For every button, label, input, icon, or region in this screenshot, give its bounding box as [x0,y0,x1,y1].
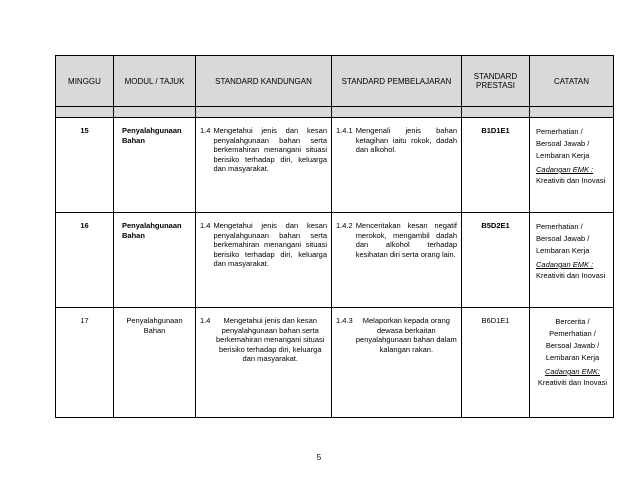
page-number: 5 [316,453,322,462]
sp-text: Mengenali jenis bahan ketagihan iaitu rokok, dadah dan alkohol. [355,126,457,154]
catatan-cell [530,118,614,213]
table-row [56,118,614,213]
catatan-line: Bersoal Jawab / [536,234,590,243]
emk-value: Kreativiti dan Inovasi [536,271,606,280]
emk-value: Kreativiti dan Inovasi [537,378,608,387]
table-row [56,213,614,308]
sp-number: 1.4.3 [336,316,353,325]
catatan-line: Bercerita / [555,317,590,326]
week-cell: 17 [56,308,114,418]
header-minggu: MINGGU [56,56,114,107]
catatan-line: Bersoal Jawab / [536,139,590,148]
catatan-line: Bersoal Jawab / [545,341,600,350]
standard-pembelajaran-cell [332,213,462,308]
standard-prestasi-cell: B1D1E1 [462,118,530,213]
module-cell: Penyalahgunaan Bahan [114,308,196,418]
lesson-plan-table [55,55,614,418]
emk-label: Cadangan EMK : [536,165,594,174]
standard-pembelajaran-cell [332,308,462,418]
module-cell: Penyalahgunaan Bahan [114,213,196,308]
catatan-cell [530,213,614,308]
sk-text: Mengetahui jenis dan kesan penyalahgunaan bahan serta berkemahiran menangani situasi berisiko terhadap diri, keluarga dan masyarakat. [213,221,327,268]
standard-kandungan-cell [196,118,332,213]
header-standard-pembelajaran: STANDARD PEMBELAJARAN [332,56,462,107]
catatan-line: Pemerhatian / [536,127,583,136]
catatan-line: Lembaran Kerja [545,353,600,362]
week-cell: 15 [56,118,114,213]
table-row [56,308,614,418]
catatan-line: Lembaran Kerja [536,151,590,160]
catatan-line: Lembaran Kerja [536,246,590,255]
sk-number: 1.4 [200,126,211,135]
header-row [56,56,614,107]
sk-number: 1.4 [200,316,211,325]
header-catatan: CATATAN [530,56,614,107]
catatan-line: Pemerhatian / [536,222,583,231]
sk-number: 1.4 [200,221,211,230]
emk-label: Cadangan EMK : [536,260,594,269]
sp-text: Melaporkan kepada orang dewasa berkaitan penyalahgunaan bahan dalam kalangan rakan. [355,316,457,354]
catatan-line: Pemerhatian / [549,329,596,338]
standard-kandungan-cell [196,308,332,418]
header-modul: MODUL / TAJUK [114,56,196,107]
header-standard-prestasi: STANDARD PRESTASI [462,56,530,107]
sp-text: Menceritakan kesan negatif merokok, mengambil dadah dan alkohol terhadap kesihatan diri serta orang lain. [355,221,457,259]
sk-text: Mengetahui jenis dan kesan penyalahgunaan bahan serta berkemahiran menangani situasi berisiko terhadap diri, keluarga dan masyarakat. [213,126,327,173]
standard-prestasi-cell: B5D2E1 [462,213,530,308]
header-gap-row [56,107,614,118]
sp-number: 1.4.1 [336,126,353,135]
emk-value: Kreativiti dan Inovasi [536,176,606,185]
standard-pembelajaran-cell [332,118,462,213]
module-cell: Penyalahgunaan Bahan [114,118,196,213]
week-cell: 16 [56,213,114,308]
sp-number: 1.4.2 [336,221,353,230]
header-standard-kandungan: STANDARD KANDUNGAN [196,56,332,107]
standard-kandungan-cell [196,213,332,308]
emk-label: Cadangan EMK: [544,367,601,376]
catatan-cell [530,308,614,418]
sk-text: Mengetahui jenis dan kesan penyalahgunaan bahan serta berkemahiran menangani situasi berisiko terhadap diri, keluarga dan masyarakat. [216,316,325,363]
standard-prestasi-cell: B6D1E1 [462,308,530,418]
